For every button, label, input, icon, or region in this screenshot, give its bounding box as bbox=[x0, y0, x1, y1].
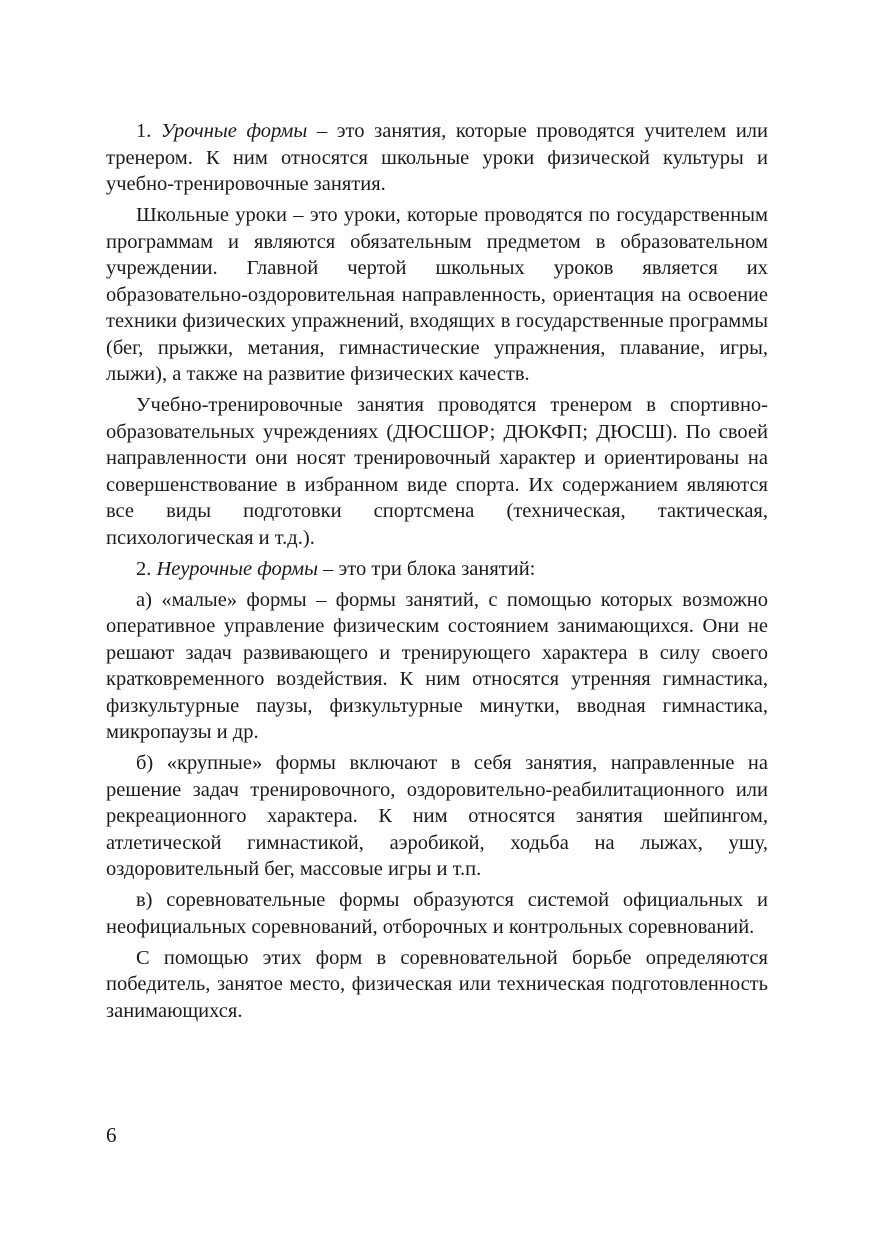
paragraph-prefix: 1. bbox=[136, 120, 162, 142]
paragraph-text: Учебно-тренировочные занятия проводятся тренером в спортивно-образовательных учреждениях (ДЮСШОР; ДЮКФП; ДЮСШ). По своей направленности они носят тренировочный характер и ориентированы на совершенствование в избранном виде спорта. Их содержанием являются все виды подготовки спортсмена (техническая, тактическая, психологическая и т.д.). bbox=[106, 394, 768, 549]
paragraph-large-forms bbox=[106, 750, 768, 883]
paragraph-lesson-forms bbox=[106, 118, 768, 198]
paragraph-non-lesson-forms bbox=[106, 556, 768, 583]
paragraph-text: а) «малые» формы – формы занятий, с помощью которых возможно оперативное управление физическим состоянием занимающихся. Они не решают задач развивающего и тренирующего характера в силу своего кратковременного воздействия. К ним относятся утренняя гимнастика, физкультурные паузы, физкультурные минутки, вводная гимнастика, микропаузы и др. bbox=[106, 588, 768, 743]
paragraph-text: Школьные уроки – это уроки, которые проводятся по государственным программам и являются обязательным предметом в образовательном учреждении. Главной чертой школьных уроков является их образовательно-оздоровительная направленность, ориентация на освоение техники физических упражнений, входящих в государственные программы (бег, прыжки, метания, гимнастические упражнения, плавание, игры, лыжи), а также на развитие физических качеств. bbox=[106, 204, 768, 385]
paragraph-text: – это занятия, которые проводятся учителем или тренером. К ним относятся школьные уроки физической культуры и учебно-тренировочные занятия. bbox=[106, 120, 769, 195]
term-lesson-forms: Урочные формы bbox=[161, 120, 308, 142]
paragraph-conclusion bbox=[106, 945, 768, 1025]
page-number: 6 bbox=[106, 1123, 117, 1147]
paragraph-training-sessions bbox=[106, 392, 768, 551]
paragraph-text: б) «крупные» формы включают в себя занятия, направленные на решение задач тренировочного, оздоровительно-реабилитационного или рекреационного характера. К ним относятся занятия шейпингом, атлетической гимнастикой, аэробикой, ходьба на лыжах, ушу, оздоровительный бег, массовые игры и т.п. bbox=[106, 752, 768, 880]
paragraph-small-forms bbox=[106, 587, 768, 746]
term-non-lesson-forms: Неурочные формы bbox=[156, 557, 318, 580]
paragraph-prefix: 2. bbox=[136, 557, 157, 580]
paragraph-text: С помощью этих форм в соревновательной борьбе определяются победитель, занятое место, физическая или техническая подготовленность занимающихся. bbox=[106, 946, 768, 1022]
paragraph-text: в) соревновательные формы образуются системой официальных и неофициальных соревнований, отборочных и контрольных соревнований. bbox=[106, 889, 768, 938]
page-body bbox=[106, 118, 768, 1029]
paragraph-text: – это три блока занятий: bbox=[318, 557, 536, 580]
paragraph-competitive-forms bbox=[106, 887, 768, 940]
paragraph-school-lessons bbox=[106, 202, 768, 388]
